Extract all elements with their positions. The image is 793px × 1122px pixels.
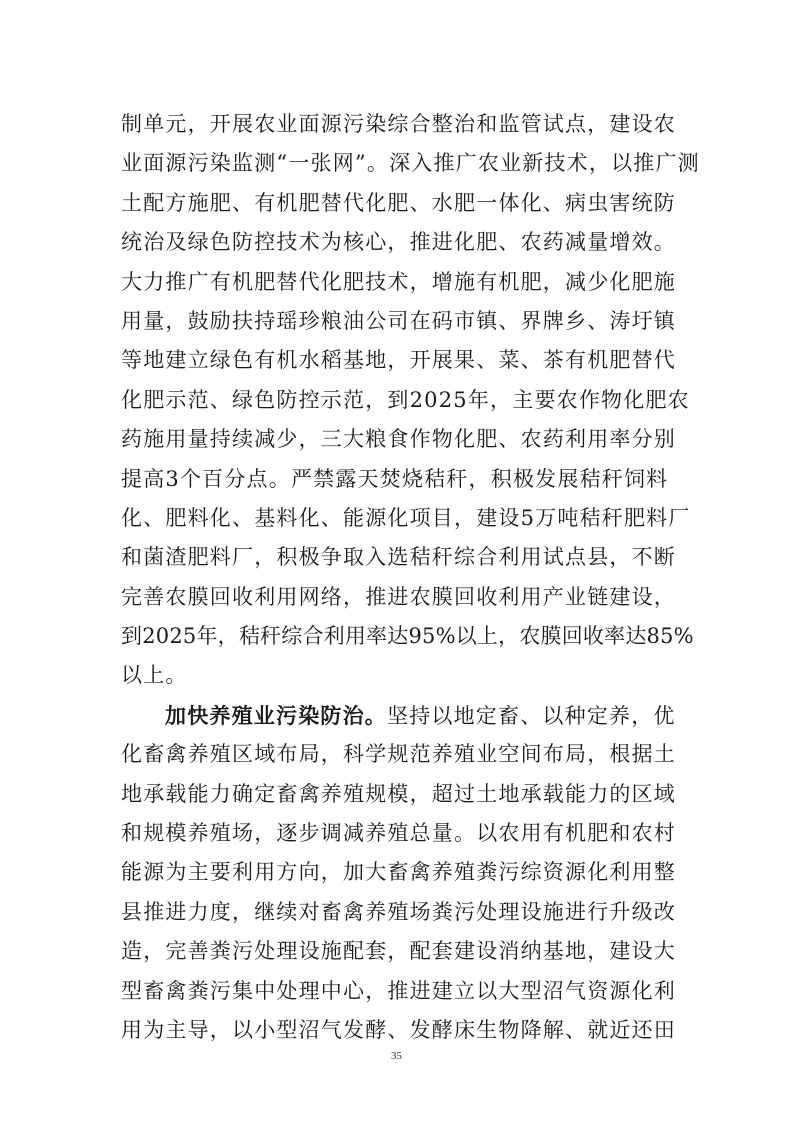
text-line: 提高3个百分点。严禁露天焚烧秸秆，积极发展秸秆饲料 — [121, 466, 669, 491]
text-line: 业面源污染监测“一张网”。深入推广农业新技术，以推广测 — [121, 151, 700, 176]
text-line: 用为主导，以小型沼气发酵、发酵床生物降解、就近还田 — [121, 1017, 676, 1042]
page-number: 35 — [391, 1050, 402, 1062]
text-line: 统治及绿色防控技术为核心，推进化肥、农药减量增效。 — [121, 230, 676, 255]
text-line: 制单元，开展农业面源污染综合整治和监管试点，建设农 — [121, 112, 676, 136]
text-line: 和菌渣肥料厂，积极争取入选秸秆综合利用试点县，不断 — [121, 545, 676, 570]
text-line: 药施用量持续减少，三大粮食作物化肥、农药利用率分别 — [121, 427, 676, 452]
text-line: 化肥示范、绿色防控示范，到2025年，主要农作物化肥农 — [121, 387, 690, 412]
text-line: 地承载能力确定畜禽养殖规模，超过土地承载能力的区域 — [121, 781, 676, 806]
text-line: 型畜禽粪污集中处理中心，推进建立以大型沼气资源化利 — [121, 978, 676, 1003]
text-line: 和规模养殖场，逐步调减养殖总量。以农用有机肥和农村 — [121, 821, 676, 846]
text-line: 土配方施肥、有机肥替代化肥、水肥一体化、病虫害统防 — [121, 190, 676, 215]
text-line: 用量，鼓励扶持瑶珍粮油公司在码市镇、界牌乡、涛圩镇 — [121, 308, 676, 333]
text-line: 以上。 — [121, 663, 188, 688]
section-heading: 加快养殖业污染防治。 — [165, 702, 387, 728]
text-line: 化、肥料化、基料化、能源化项目，建设5万吨秸秆肥料厂 — [121, 505, 691, 530]
text-line: 能源为主要利用方向，加大畜禽养殖粪污综资源化利用整 — [121, 860, 676, 885]
text-line: 完善农膜回收利用网络，推进农膜回收利用产业链建设， — [121, 584, 676, 609]
text-line: 县推进力度，继续对畜禽养殖场粪污处理设施进行升级改 — [121, 899, 676, 924]
text-line: 等地建立绿色有机水稻基地，开展果、菜、茶有机肥替代 — [121, 348, 676, 373]
text-line: 造，完善粪污处理设施配套，配套建设消纳基地，建设大 — [121, 939, 676, 964]
body-text — [121, 105, 700, 1050]
section-lead-text: 坚持以地定畜、以种定养，优 — [387, 703, 676, 728]
text-line: 大力推广有机肥替代化肥技术，增施有机肥，减少化肥施 — [121, 269, 676, 294]
section-first-line — [121, 696, 681, 735]
text-line: 化畜禽养殖区域布局，科学规范养殖业空间布局，根据土 — [121, 742, 676, 767]
text-line: 到2025年，秸秆综合利用率达95%以上，农膜回收率达85% — [121, 624, 694, 649]
